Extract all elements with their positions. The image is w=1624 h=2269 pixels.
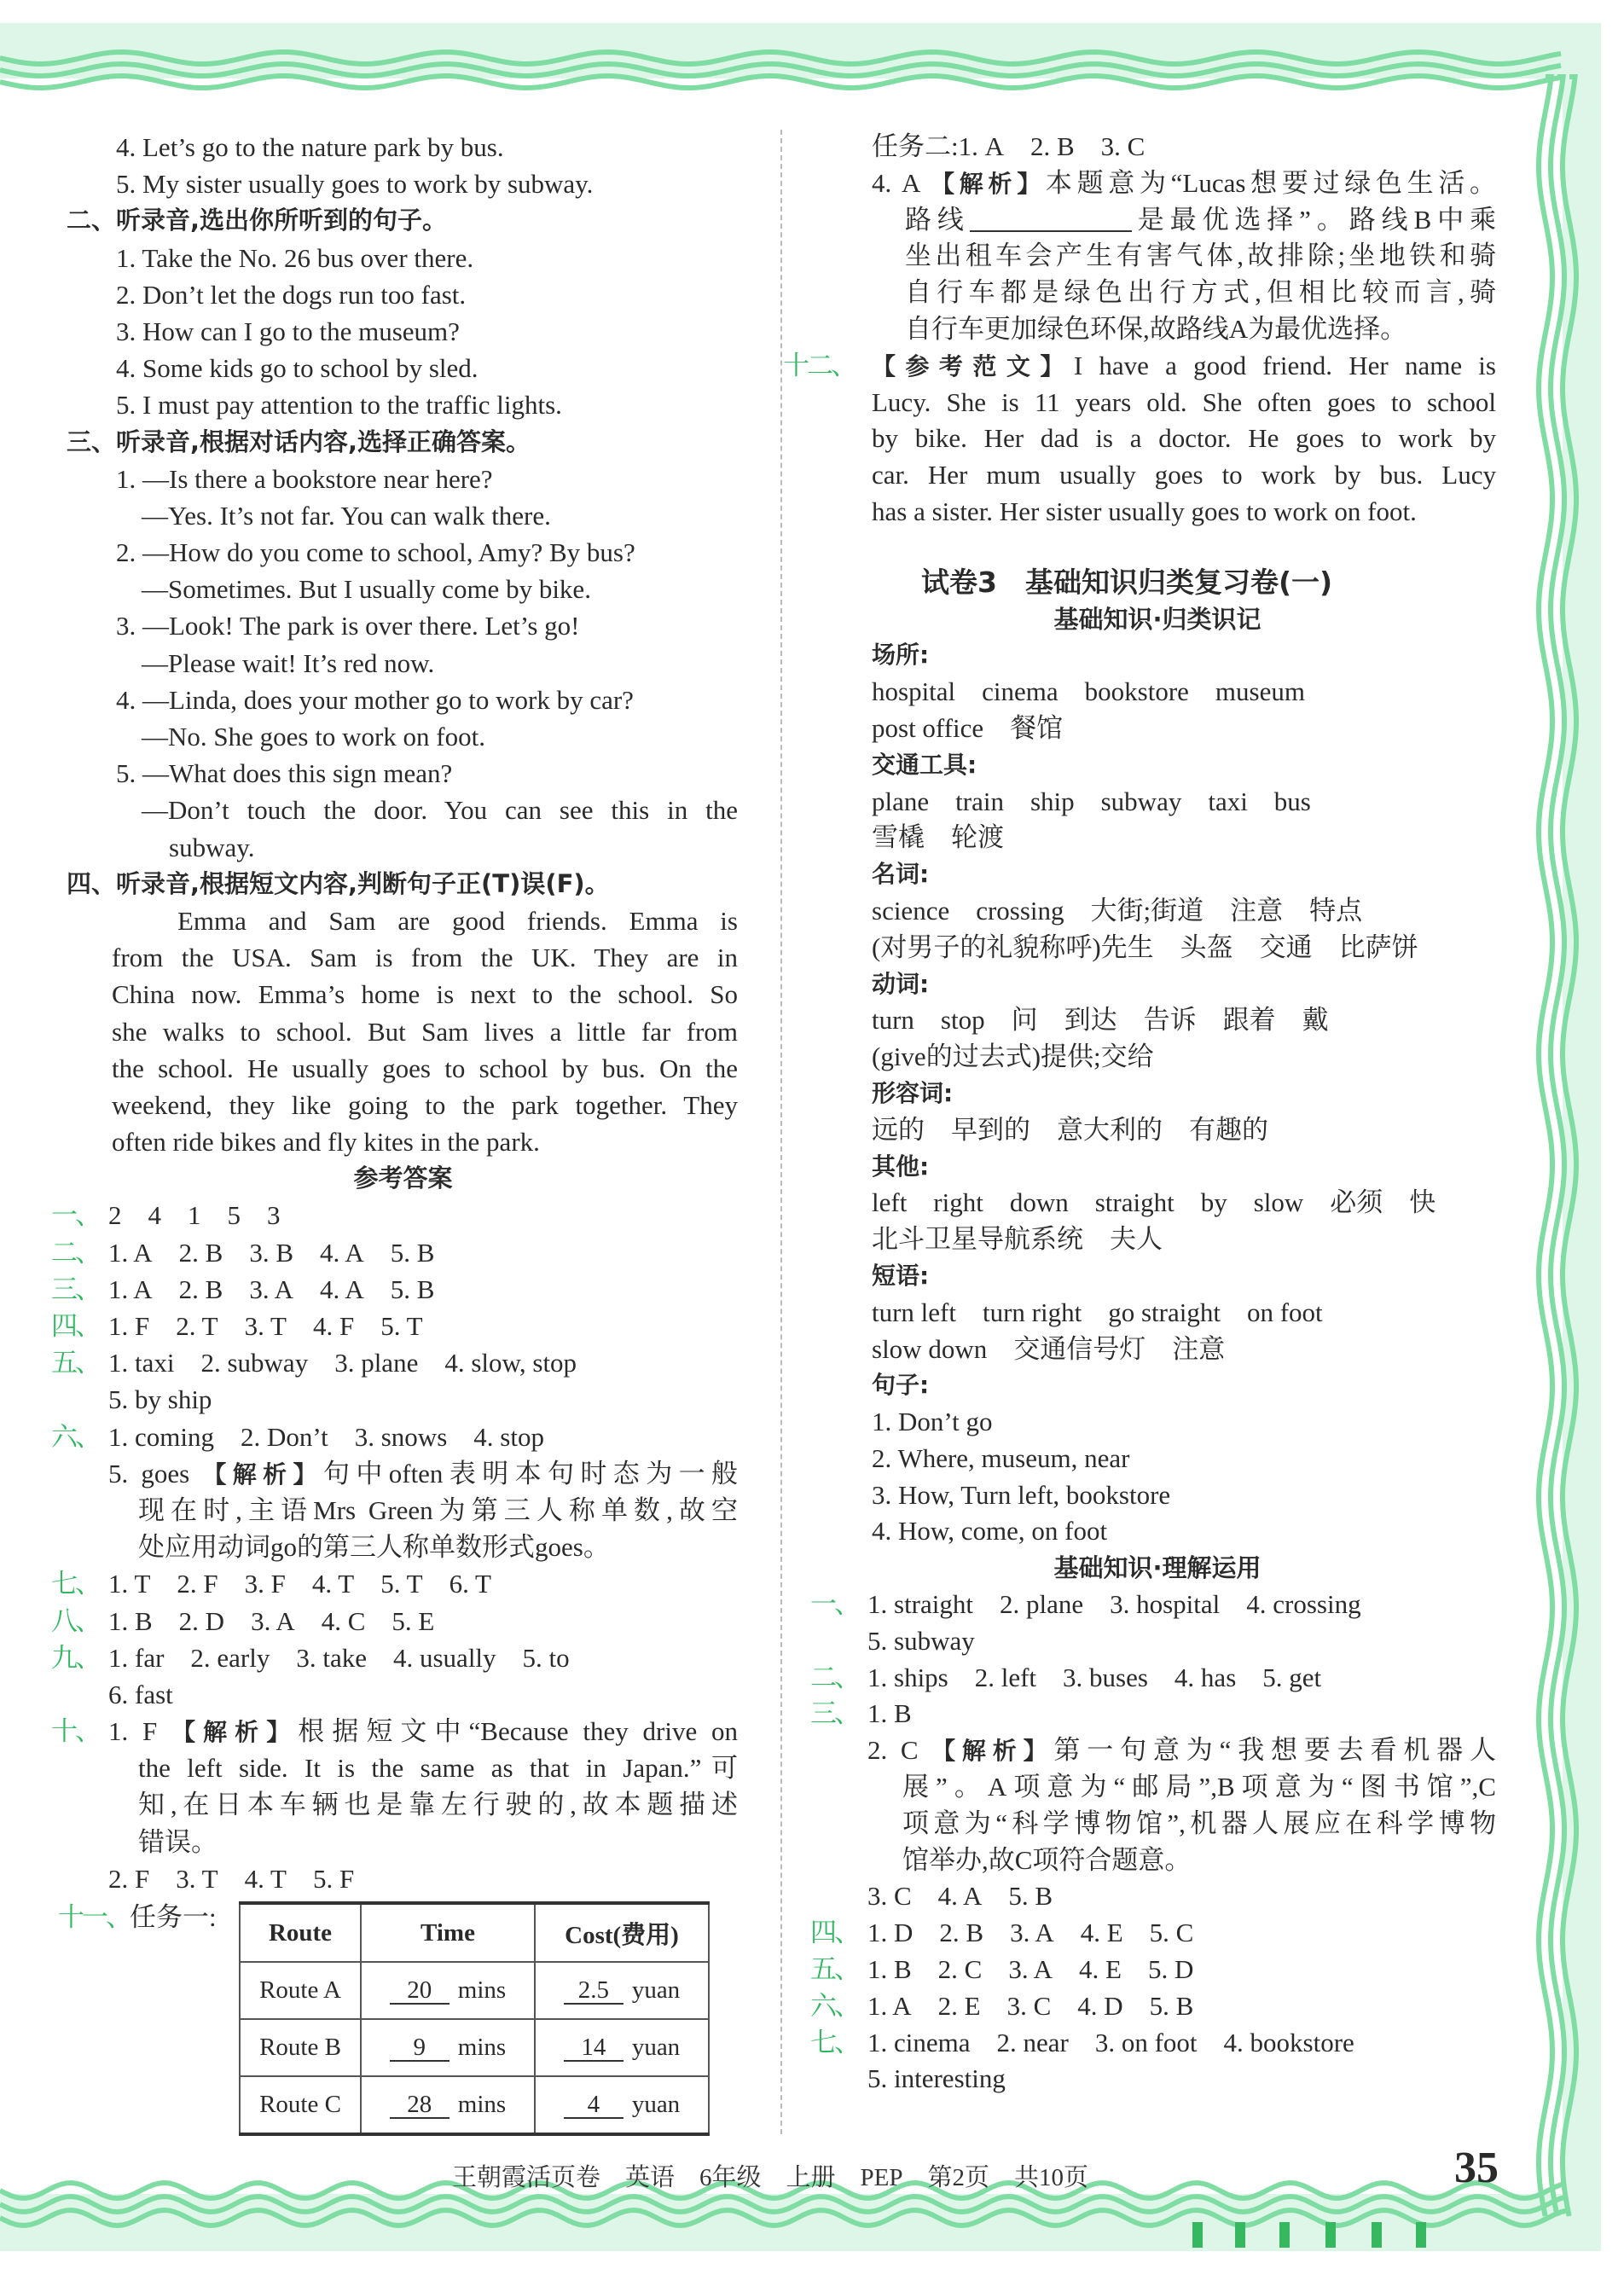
line-text: 3. —Look! The park is over there. Let’s go! bbox=[116, 611, 580, 641]
line-text: 任务二:1. A 2. B 3. C bbox=[872, 131, 1146, 161]
section-number: 二、 bbox=[810, 1662, 858, 1692]
section-number: 八、 bbox=[51, 1605, 99, 1636]
section-number: 三、 bbox=[810, 1698, 858, 1729]
time-value: 9 bbox=[390, 2034, 450, 2062]
section-number: 二、 bbox=[51, 1237, 99, 1268]
text-line-c bbox=[768, 1295, 1496, 1332]
text-line-para bbox=[0, 1050, 738, 1087]
line-text: 现在时,主语Mrs Green为第三人称单数,故空 bbox=[138, 1494, 738, 1525]
text-line-label bbox=[768, 1149, 1496, 1186]
line-text: often ride bikes and fly kites in the park. bbox=[112, 1127, 540, 1158]
text-line-c bbox=[768, 1477, 1496, 1514]
text-line-q bbox=[0, 755, 738, 792]
line-text: 知,在日本车辆也是靠左行驶的,故本题描述 bbox=[138, 1790, 738, 1820]
line-text: 三、听录音,根据对话内容,选择正确答案。 bbox=[67, 427, 531, 456]
line-text: post office 餐馆 bbox=[872, 712, 1064, 743]
text-line-sec bbox=[0, 202, 738, 239]
line-text: 雪橇 轮渡 bbox=[872, 822, 1004, 853]
text-line-q bbox=[0, 386, 738, 423]
text-line-cont bbox=[768, 1878, 1496, 1915]
line-text: 5. —What does this sign mean? bbox=[116, 758, 453, 789]
analysis-tag: 【解析】 bbox=[202, 1459, 323, 1488]
section-number: 四、 bbox=[51, 1311, 99, 1341]
line-text: 2 4 1 5 3 bbox=[108, 1200, 281, 1231]
table-row bbox=[240, 1962, 709, 2019]
footer-book-info: 王朝霞活页卷 英语 6年级 上册 PEP 第2页 共10页 bbox=[452, 2164, 1088, 2191]
line-text: car. Her mum usually goes to work by bus. Lucy bbox=[872, 460, 1496, 490]
text-line-title bbox=[768, 565, 1496, 601]
text-line-para bbox=[0, 976, 738, 1013]
header-time: Time bbox=[361, 1903, 535, 1962]
text-line-q2 bbox=[0, 718, 738, 755]
text-line-c bbox=[768, 1002, 1496, 1039]
time-value: 20 bbox=[390, 1977, 450, 2005]
line-text: by bike. Her dad is a doctor. He goes to work by bbox=[872, 423, 1496, 454]
text-line-ans bbox=[0, 1565, 738, 1602]
line-text: 1. A 2. B 3. B 4. A 5. B bbox=[108, 1237, 435, 1268]
line-text: 错误。 bbox=[138, 1826, 218, 1857]
section-number: 一、 bbox=[51, 1200, 99, 1231]
line-text: 1. B 2. D 3. A 4. C 5. E bbox=[108, 1605, 435, 1636]
line-text: 1. taxi 2. subway 3. plane 4. slow, stop bbox=[108, 1348, 577, 1378]
text-line-cont bbox=[768, 2061, 1496, 2098]
line-text: hospital cinema bookstore museum bbox=[872, 676, 1305, 707]
text-line-para-first bbox=[0, 902, 738, 939]
analysis-tag: 【解析】 bbox=[171, 1718, 299, 1747]
text-line-q2 bbox=[0, 497, 738, 534]
table-row bbox=[240, 2076, 709, 2134]
line-text: —No. She goes to work on foot. bbox=[142, 722, 485, 751]
time-value: 28 bbox=[390, 2092, 450, 2119]
line-text: 1. T 2. F 3. F 4. T 5. T 6. T bbox=[108, 1569, 491, 1599]
line-text: 4. —Linda, does your mother go to work by car? bbox=[116, 684, 634, 715]
text-line-q2 bbox=[0, 645, 738, 682]
line-text: —Yes. It’s not far. You can walk there. bbox=[142, 500, 551, 531]
decorative-bar bbox=[1279, 2222, 1290, 2248]
table-row bbox=[240, 2019, 709, 2076]
line-text: 5. by ship bbox=[108, 1384, 212, 1415]
line-text: 处应用动词go的第三人称单数形式goes。 bbox=[138, 1532, 610, 1563]
text-line-q2 bbox=[0, 571, 738, 607]
line-text: Emma and Sam are good friends. Emma is bbox=[177, 905, 738, 936]
text-line-label bbox=[768, 1258, 1496, 1295]
line-text: 名词: bbox=[872, 860, 930, 889]
text-line-label bbox=[768, 966, 1496, 1003]
line-text: 1. D 2. B 3. A 4. E 5. C bbox=[867, 1918, 1194, 1948]
route-cost bbox=[535, 2019, 709, 2076]
text-line-exp2 bbox=[768, 1806, 1496, 1842]
time-unit: mins bbox=[457, 2034, 507, 2061]
line-text: 项意为“科学博物馆”,机器人展应在科学博物 bbox=[902, 1808, 1496, 1838]
text-line-title bbox=[0, 1160, 738, 1197]
route-time bbox=[361, 2076, 535, 2134]
text-line-c bbox=[768, 674, 1496, 711]
line-text: 1. —Is there a bookstore near here? bbox=[116, 463, 493, 494]
route-name: Route A bbox=[240, 1962, 361, 2019]
route-time bbox=[361, 2019, 535, 2076]
line-text: 4. How, come, on foot bbox=[872, 1516, 1108, 1547]
answer-prefix: 路线 bbox=[905, 204, 970, 235]
line-text: 5. My sister usually goes to work by subway. bbox=[116, 169, 594, 200]
text-line-c bbox=[768, 457, 1496, 494]
left-column bbox=[0, 129, 738, 1897]
text-line-exp2 bbox=[768, 1842, 1496, 1879]
line-text: 场所: bbox=[872, 641, 930, 670]
line-text: she walks to school. But Sam lives a little far from bbox=[112, 1016, 738, 1047]
decorative-bar bbox=[1416, 2222, 1426, 2248]
line-text: 1. A 2. B 3. A 4. A 5. B bbox=[108, 1274, 435, 1304]
text-line-cont bbox=[0, 1676, 738, 1713]
line-text: 2. F 3. T 4. T 5. F bbox=[108, 1863, 355, 1894]
text-line-c bbox=[768, 1404, 1496, 1441]
section-number: 三、 bbox=[51, 1274, 99, 1304]
text-line-label bbox=[768, 747, 1496, 784]
line-text: 基础知识·理解运用 bbox=[1053, 1553, 1262, 1583]
line-text: Lucy. She is 11 years old. She often goes to school bbox=[872, 386, 1496, 417]
line-text: 1. coming 2. Don’t 3. snows 4. stop bbox=[108, 1421, 544, 1452]
line-text: 交通工具: bbox=[872, 750, 977, 779]
answer-prefix: 4. A bbox=[872, 167, 931, 198]
text-line-exp bbox=[768, 311, 1496, 348]
text-line-cont bbox=[0, 1860, 738, 1897]
text-line-sec bbox=[0, 424, 738, 461]
analysis-tag: 【参考范文】 bbox=[872, 351, 1074, 380]
line-text: —Sometimes. But I usually come by bike. bbox=[142, 574, 591, 605]
text-line-sub bbox=[768, 601, 1496, 638]
text-line-q bbox=[0, 240, 738, 276]
line-text: 3. C 4. A 5. B bbox=[867, 1881, 1053, 1912]
text-line-expl bbox=[0, 1529, 738, 1565]
line-text: weekend, they like going to the park together. They bbox=[112, 1089, 738, 1120]
text-line-sec bbox=[0, 866, 738, 902]
line-text: 4. Let’s go to the nature park by bus. bbox=[116, 132, 504, 162]
text-line-q bbox=[0, 350, 738, 386]
section-number: 六、 bbox=[810, 1990, 858, 2021]
answer-prefix: 5. goes bbox=[108, 1458, 203, 1488]
line-text: 自行车都是绿色出行方式,但相比较而言,骑 bbox=[905, 277, 1496, 308]
section-number: 十、 bbox=[51, 1716, 99, 1747]
text-line-ans2 bbox=[768, 1952, 1496, 1988]
line-text: 句中often表明本句时态为一般 bbox=[322, 1458, 738, 1488]
cost-unit: yuan bbox=[631, 2034, 681, 2061]
text-line-c bbox=[768, 1185, 1496, 1222]
line-text: the school. He usually goes to school by bus. On the bbox=[112, 1053, 738, 1083]
text-line-c bbox=[768, 129, 1496, 165]
answer-prefix: 1. F bbox=[108, 1716, 172, 1747]
line-text: China now. Emma’s home is next to the school. So bbox=[112, 979, 738, 1010]
text-line-c bbox=[768, 711, 1496, 747]
line-text: 1. A 2. E 3. C 4. D 5. B bbox=[867, 1990, 1194, 2021]
section-number: 六、 bbox=[51, 1421, 99, 1452]
line-text: 基础知识·归类识记 bbox=[1053, 604, 1262, 634]
section-number: 五、 bbox=[810, 1954, 858, 1985]
line-text: 本题意为“Lucas想要过绿色生活。 bbox=[1045, 167, 1496, 198]
route-cost bbox=[535, 2076, 709, 2134]
header-route: Route bbox=[240, 1903, 361, 1962]
line-text: 北斗卫星导航系统 夫人 bbox=[872, 1224, 1163, 1255]
line-text: has a sister. Her sister usually goes to work on foot. bbox=[872, 496, 1417, 526]
text-line-expl bbox=[0, 1492, 738, 1529]
line-text: 自行车更加绿色环保,故路线A为最优选择。 bbox=[905, 313, 1407, 344]
text-line-ans2 bbox=[768, 1587, 1496, 1623]
text-line-q bbox=[0, 129, 738, 165]
line-text: subway. bbox=[169, 832, 255, 862]
line-text: 5. interesting bbox=[867, 2063, 1006, 2094]
line-text: I have a good friend. Her name is bbox=[1073, 350, 1496, 380]
route-time bbox=[361, 1962, 535, 2019]
text-line-expl bbox=[0, 1824, 738, 1860]
text-line-ans bbox=[0, 1419, 738, 1455]
line-text: 1. cinema 2. near 3. on foot 4. bookstore bbox=[867, 2027, 1354, 2057]
line-text: turn left turn right go straight on foot bbox=[872, 1297, 1323, 1327]
text-line-c bbox=[768, 784, 1496, 821]
cost-value: 14 bbox=[564, 2034, 624, 2062]
line-text: 1. F 2. T 3. T 4. F 5. T bbox=[108, 1311, 423, 1341]
route-name: Route B bbox=[240, 2019, 361, 2076]
section-number: 七、 bbox=[51, 1569, 99, 1599]
line-text: 二、听录音,选出你所听到的句子。 bbox=[67, 206, 448, 235]
text-line-exp bbox=[768, 202, 1496, 239]
line-text: slow down 交通信号灯 注意 bbox=[872, 1333, 1226, 1364]
text-line-q3 bbox=[0, 829, 738, 866]
analysis-tag: 【解析】 bbox=[931, 169, 1046, 198]
line-text: 句子: bbox=[872, 1371, 930, 1400]
task1-label bbox=[58, 1899, 217, 1936]
line-text: 3. How can I go to the museum? bbox=[116, 316, 460, 346]
table-header-row bbox=[240, 1903, 709, 1962]
route-name: Route C bbox=[240, 2076, 361, 2134]
line-text: 展”。A项意为“邮局”,B项意为“图书馆”,C bbox=[902, 1772, 1496, 1802]
time-unit: mins bbox=[457, 2091, 507, 2118]
line-text: —Don’t touch the door. You can see this in the bbox=[142, 795, 738, 826]
text-line-c bbox=[768, 421, 1496, 457]
line-text: 远的 早到的 意大利的 有趣的 bbox=[872, 1114, 1268, 1145]
text-line-c bbox=[768, 494, 1496, 531]
fill-in-blank bbox=[970, 205, 1132, 232]
section-number: 五、 bbox=[51, 1348, 99, 1378]
text-line-q bbox=[0, 165, 738, 202]
line-text: from the USA. Sam is from the UK. They are in bbox=[112, 943, 738, 973]
line-text: 2. —How do you come to school, Amy? By bus? bbox=[116, 537, 635, 568]
line-text: 1. far 2. early 3. take 4. usually 5. to bbox=[108, 1642, 570, 1673]
text-line-ans bbox=[0, 1271, 738, 1308]
line-text: (give的过去式)提供;交给 bbox=[872, 1042, 1154, 1072]
line-text: science crossing 大街;街道 注意 特点 bbox=[872, 895, 1363, 926]
decorative-bar bbox=[1372, 2222, 1382, 2248]
text-line-c bbox=[768, 1039, 1496, 1076]
decorative-bar bbox=[1192, 2222, 1203, 2248]
line-text: 1. Don’t go bbox=[872, 1407, 993, 1437]
task1-title: 任务一: bbox=[130, 1902, 217, 1932]
line-text: 动词: bbox=[872, 969, 930, 998]
text-line-q bbox=[0, 607, 738, 644]
section-number: 九、 bbox=[51, 1642, 99, 1673]
line-text: turn stop 问 到达 告诉 跟着 戴 bbox=[872, 1005, 1329, 1036]
text-line-c bbox=[768, 1222, 1496, 1258]
text-line-expl bbox=[0, 1786, 738, 1823]
line-text: 形容词: bbox=[872, 1078, 954, 1107]
text-line-q bbox=[0, 276, 738, 313]
line-text: 1. B bbox=[867, 1698, 912, 1729]
text-line-exp bbox=[768, 238, 1496, 275]
page-number: 35 bbox=[1454, 2144, 1499, 2192]
line-text: the left side. It is the same as that in Japan.”可 bbox=[138, 1753, 738, 1784]
line-text: —Please wait! It’s red now. bbox=[142, 647, 435, 678]
cost-unit: yuan bbox=[631, 2091, 681, 2118]
text-line-para bbox=[0, 1123, 738, 1160]
text-line-para bbox=[0, 1013, 738, 1050]
line-text: 坐出租车会产生有害气体,故排除;坐地铁和骑 bbox=[905, 241, 1496, 271]
line-text: 2. Where, museum, near bbox=[872, 1442, 1130, 1473]
section-number: 十一、 bbox=[58, 1902, 130, 1932]
text-line-ans bbox=[0, 1234, 738, 1271]
text-line-label bbox=[768, 1076, 1496, 1112]
text-line-cont bbox=[768, 1623, 1496, 1660]
right-column bbox=[768, 129, 1496, 2098]
line-text: (对男子的礼貌称呼)先生 头盔 交通 比萨饼 bbox=[872, 931, 1418, 962]
line-text: 5. subway bbox=[867, 1625, 975, 1656]
line-text: 2. Don’t let the dogs run too fast. bbox=[116, 279, 467, 310]
text-line-q bbox=[0, 534, 738, 571]
line-text: 3. How, Turn left, bookstore bbox=[872, 1479, 1171, 1510]
text-line-cont bbox=[0, 1455, 738, 1492]
text-line-label bbox=[768, 856, 1496, 893]
text-line-q bbox=[0, 313, 738, 350]
decorative-bar bbox=[1235, 2222, 1245, 2248]
text-line-cont bbox=[0, 1381, 738, 1418]
text-line-ans bbox=[0, 1713, 738, 1750]
answer-prefix: 2. C bbox=[867, 1735, 932, 1766]
text-line-c bbox=[768, 1332, 1496, 1368]
text-line-q bbox=[0, 682, 738, 718]
text-line-ans bbox=[0, 1197, 738, 1233]
text-line-exp bbox=[768, 275, 1496, 311]
text-line-ans2 bbox=[768, 2025, 1496, 2062]
line-text: 根据短文中“Because they drive on bbox=[298, 1716, 738, 1747]
line-text: 试卷3 基础知识归类复习卷(一) bbox=[921, 565, 1333, 599]
text-line-cont bbox=[768, 1732, 1496, 1769]
time-unit: mins bbox=[457, 1976, 507, 2004]
text-line-c bbox=[768, 1513, 1496, 1550]
text-line-c bbox=[768, 385, 1496, 421]
text-line-c bbox=[768, 893, 1496, 930]
line-text: 1. straight 2. plane 3. hospital 4. crossing bbox=[867, 1589, 1361, 1620]
line-text: 6. fast bbox=[108, 1679, 173, 1709]
line-text: 1. ships 2. left 3. buses 4. has 5. get bbox=[867, 1662, 1322, 1692]
text-line-sub bbox=[768, 1550, 1496, 1587]
text-line-label bbox=[768, 637, 1496, 674]
decorative-bar bbox=[1325, 2222, 1336, 2248]
text-line-ans2 bbox=[768, 1988, 1496, 2025]
text-line-ans bbox=[0, 1603, 738, 1639]
line-text: 4. Some kids go to school by sled. bbox=[116, 353, 478, 384]
text-line-c bbox=[768, 820, 1496, 856]
line-text: plane train ship subway taxi bus bbox=[872, 786, 1311, 816]
text-line-ans bbox=[0, 1308, 738, 1344]
text-line-ans bbox=[0, 1639, 738, 1676]
line-text: 参考答案 bbox=[353, 1164, 453, 1193]
route-cost bbox=[535, 1962, 709, 2019]
line-text: 其他: bbox=[872, 1152, 930, 1181]
cost-unit: yuan bbox=[631, 1976, 681, 2004]
text-line-para bbox=[0, 1087, 738, 1123]
text-line-label bbox=[768, 1367, 1496, 1404]
section-number: 七、 bbox=[810, 2027, 858, 2057]
text-line-q2 bbox=[0, 792, 738, 828]
text-line-exp2 bbox=[768, 1769, 1496, 1806]
line-text: 5. I must pay attention to the traffic lights. bbox=[116, 390, 562, 421]
line-text: 馆举办,故C项符合题意。 bbox=[902, 1844, 1192, 1875]
text-line-ans2 bbox=[768, 1696, 1496, 1732]
text-line-ans2 bbox=[768, 1915, 1496, 1952]
section-number: 四、 bbox=[810, 1918, 858, 1948]
cost-value: 2.5 bbox=[564, 1977, 624, 2005]
text-line-ans bbox=[0, 1344, 738, 1381]
line-text: left right down straight by slow 必须 快 bbox=[872, 1187, 1436, 1218]
route-table bbox=[239, 1901, 710, 2136]
text-line-c bbox=[768, 1441, 1496, 1477]
analysis-tag: 【解析】 bbox=[931, 1737, 1054, 1766]
section-number: 十二、 bbox=[783, 350, 855, 380]
line-text: 1. Take the No. 26 bus over there. bbox=[116, 242, 474, 273]
line-text: 第一句意为“我想要去看机器人 bbox=[1053, 1735, 1496, 1766]
line-text: 短语: bbox=[872, 1261, 930, 1290]
text-line-c bbox=[768, 165, 1496, 202]
line-text: 是最优选择”。路线B中乘 bbox=[1131, 204, 1496, 235]
text-line-ans bbox=[768, 348, 1496, 385]
header-cost: Cost(费用) bbox=[535, 1903, 709, 1962]
text-line-c bbox=[768, 1112, 1496, 1149]
cost-value: 4 bbox=[564, 2092, 624, 2119]
text-line-c bbox=[768, 930, 1496, 966]
section-number: 一、 bbox=[810, 1589, 858, 1620]
text-line-q bbox=[0, 461, 738, 497]
text-line-expl bbox=[0, 1750, 738, 1786]
line-text: 1. B 2. C 3. A 4. E 5. D bbox=[867, 1954, 1194, 1985]
line-text: 四、听录音,根据短文内容,判断句子正(T)误(F)。 bbox=[67, 868, 610, 898]
text-line-para bbox=[0, 939, 738, 976]
text-line-ans2 bbox=[768, 1660, 1496, 1697]
